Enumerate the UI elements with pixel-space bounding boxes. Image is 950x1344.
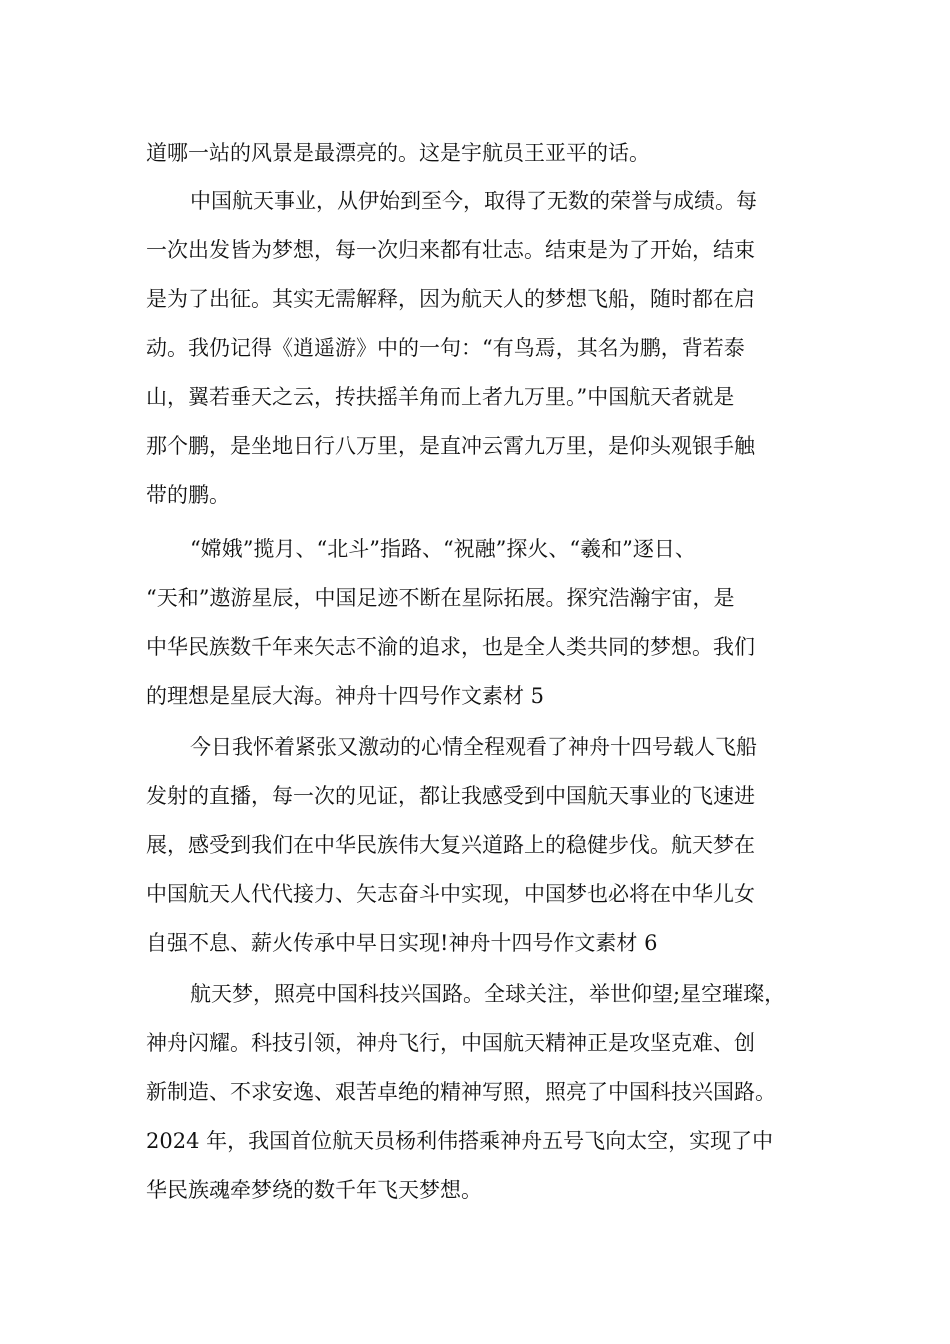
paragraph-3-line-1: “嫦娥”揽月、“北斗”指路、“祝融”探火、“羲和”逐日、: [190, 537, 696, 561]
paragraph-5-line-5: 华民族魂牵梦绕的数千年飞天梦想。: [146, 1178, 482, 1202]
paragraph-3-line-2: “天和”遨游星辰，中国足迹不断在星际拓展。探究浩瀚宇宙，是: [146, 586, 735, 610]
paragraph-2-line-5: 山，翼若垂天之云，抟扶摇羊角而上者九万里。”中国航天者就是: [146, 385, 735, 409]
paragraph-2-line-4: 动。我仍记得《逍遥游》中的一句：“有鸟焉，其名为鹏，背若泰: [146, 336, 745, 360]
paragraph-3-line-4: 的理想是星辰大海。神舟十四号作文素材 5: [146, 684, 545, 708]
paragraph-5-line-4: 2024 年，我国首位航天员杨利伟搭乘神舟五号飞向太空，实现了中: [146, 1129, 774, 1153]
paragraph-2-line-1: 中国航天事业，从伊始到至今，取得了无数的荣誉与成绩。每: [190, 189, 757, 213]
paragraph-2-line-6: 那个鹏，是坐地日行八万里，是直冲云霄九万里，是仰头观银手触: [146, 434, 755, 458]
paragraph-4-line-2: 发射的直播，每一次的见证，都让我感受到中国航天事业的飞速进: [146, 784, 755, 808]
text-line-1: 道哪一站的风景是最漂亮的。这是宇航员王亚平的话。: [146, 141, 650, 165]
paragraph-5-line-2: 神舟闪耀。科技引领，神舟飞行，中国航天精神正是攻坚克难、创: [146, 1031, 755, 1055]
paragraph-2-line-2: 一次出发皆为梦想，每一次归来都有壮志。结束是为了开始，结束: [146, 238, 755, 262]
paragraph-2-line-3: 是为了出征。其实无需解释，因为航天人的梦想飞船，随时都在启: [146, 287, 755, 311]
paragraph-2-line-7: 带的鹏。: [146, 483, 230, 507]
paragraph-4-line-3: 展，感受到我们在中华民族伟大复兴道路上的稳健步伐。航天梦在: [146, 833, 755, 857]
paragraph-3-line-3: 中华民族数千年来矢志不渝的追求，也是全人类共同的梦想。我们: [146, 635, 755, 659]
paragraph-5-line-1: 航天梦，照亮中国科技兴国路。全球关注，举世仰望;星空璀璨，: [190, 982, 786, 1006]
paragraph-4-line-5: 自强不息、薪火传承中早日实现!神舟十四号作文素材 6: [146, 931, 658, 955]
paragraph-4-line-4: 中国航天人代代接力、矢志奋斗中实现，中国梦也必将在中华儿女: [146, 882, 755, 906]
paragraph-5-line-3: 新制造、不求安逸、艰苦卓绝的精神写照，照亮了中国科技兴国路。: [146, 1080, 776, 1104]
paragraph-4-line-1: 今日我怀着紧张又激动的心情全程观看了神舟十四号载人飞船: [190, 735, 757, 759]
